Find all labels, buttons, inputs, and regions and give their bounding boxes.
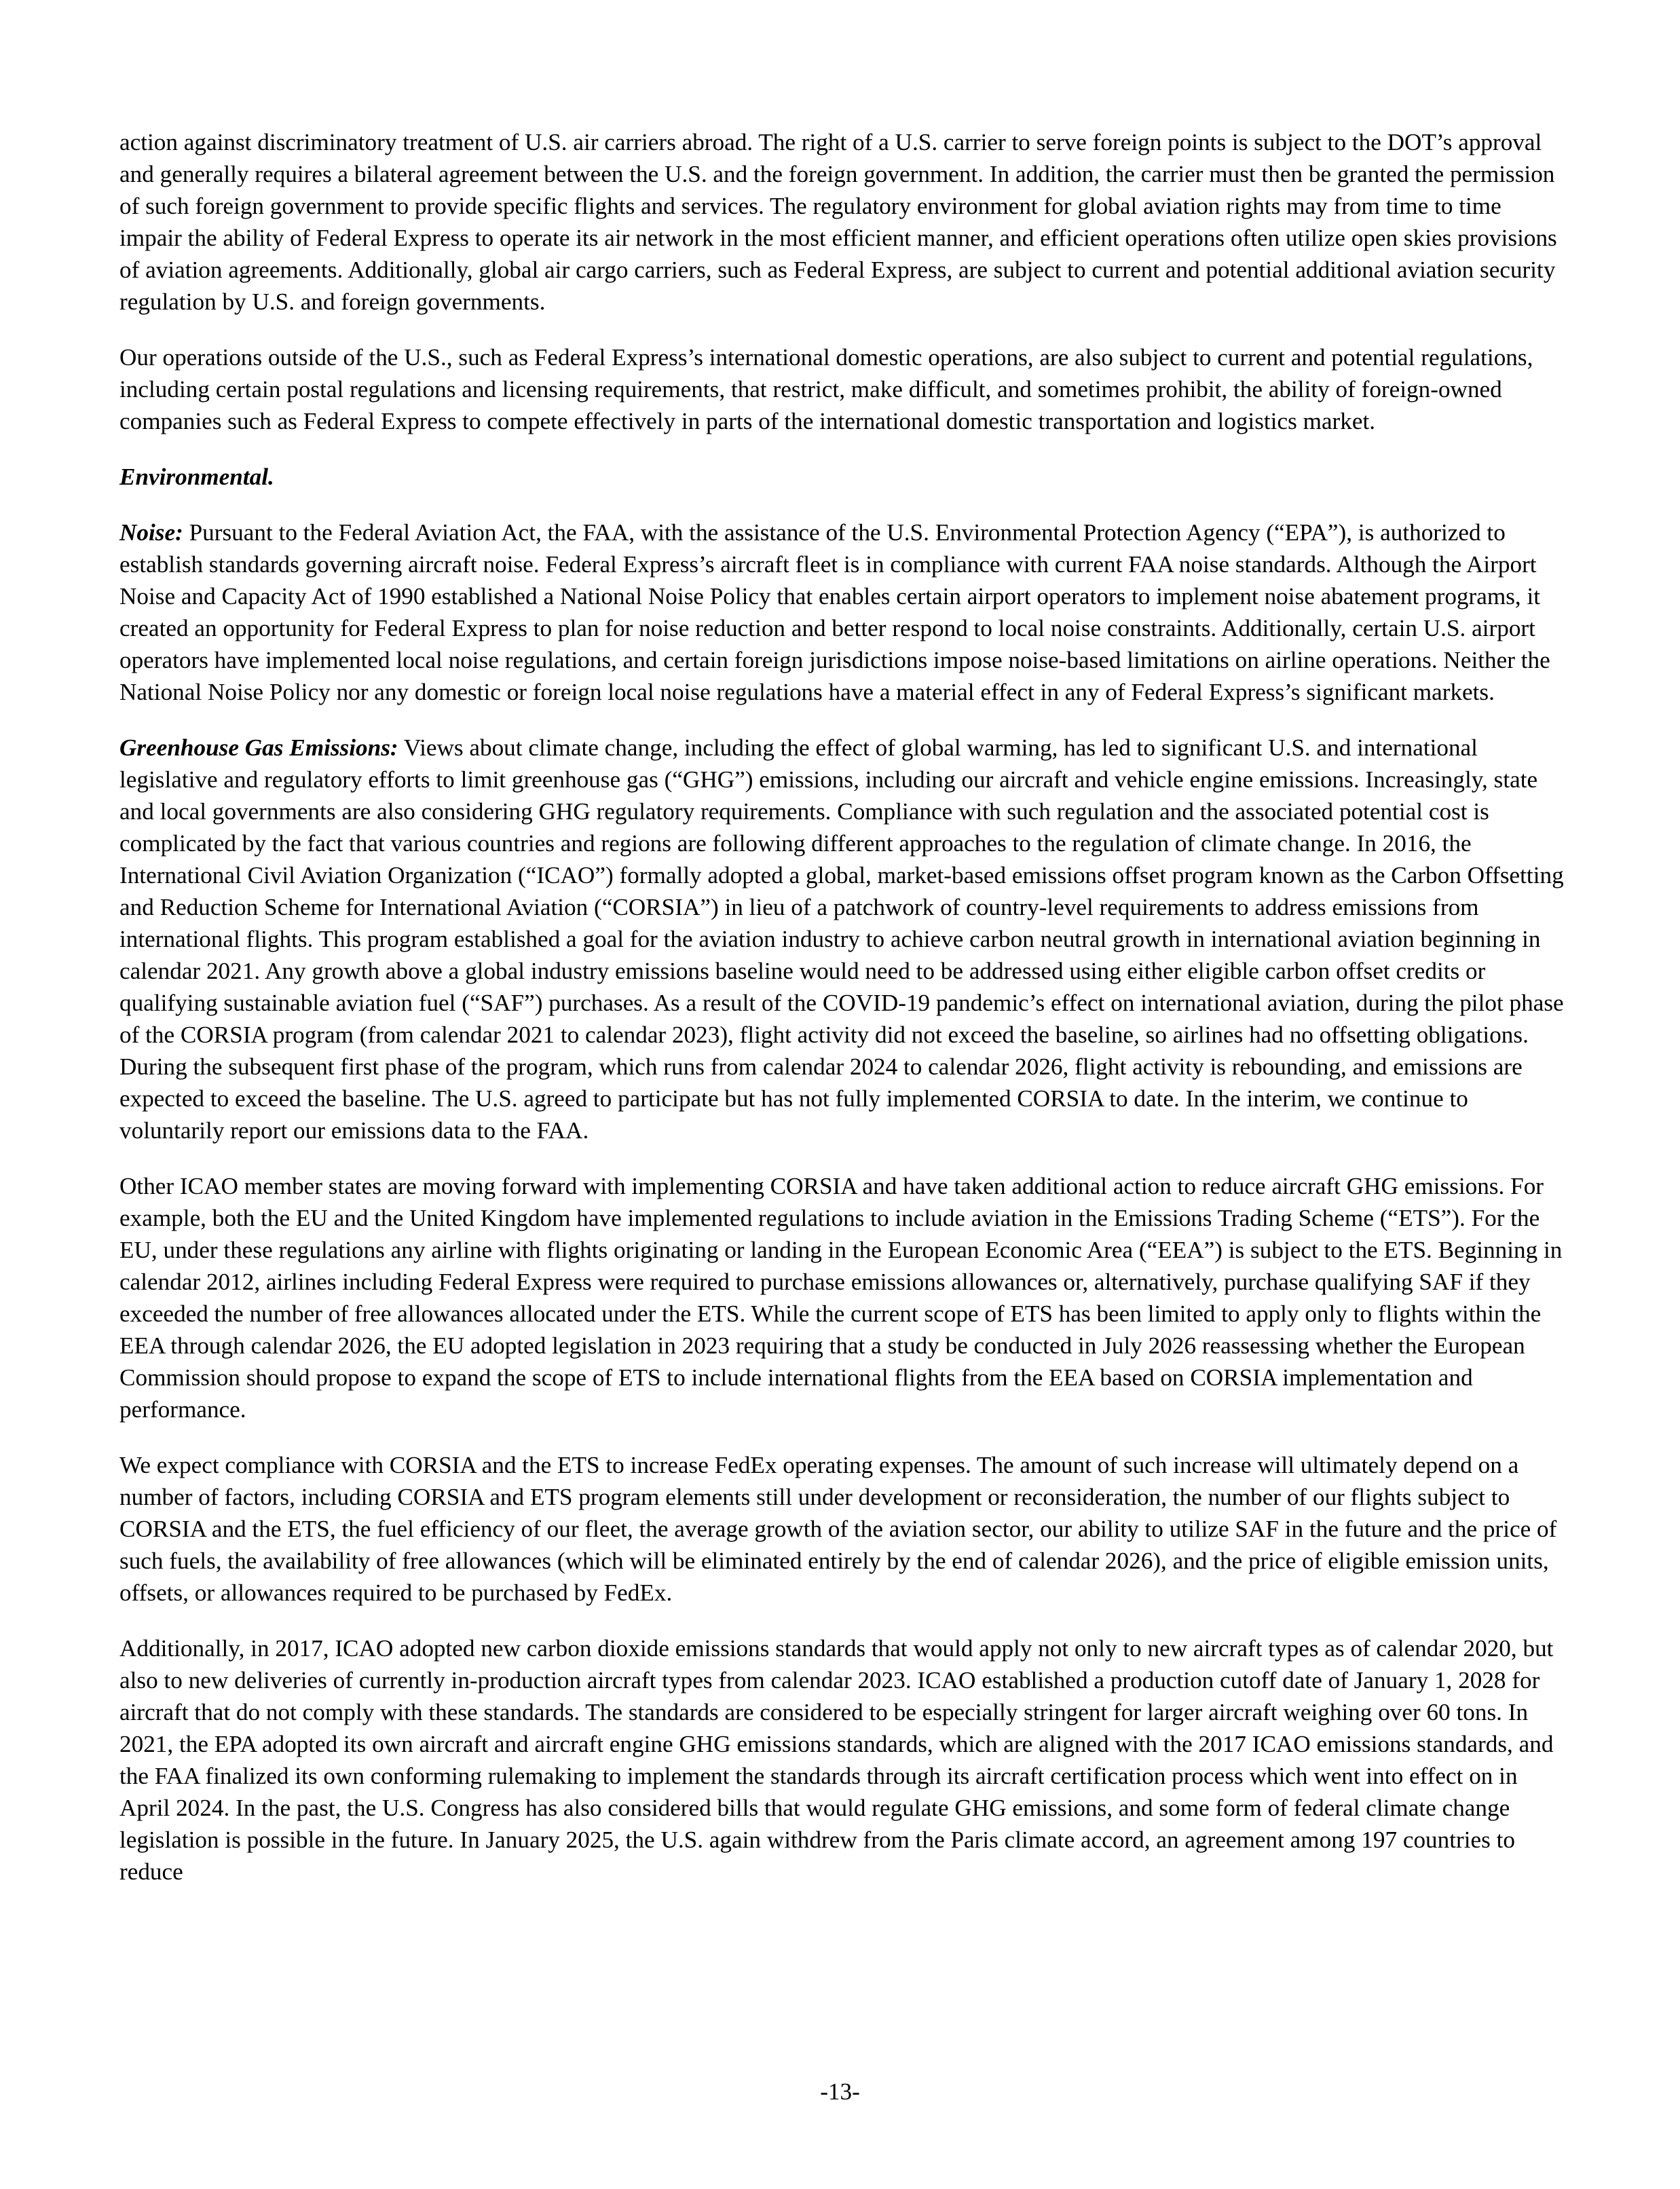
paragraph-aviation-rights: action against discriminatory treatment of U.S. air carriers abroad. The right of a U.S. carrier to serve foreign points is subject to the DOT’s approval and generally requires a bilateral agreement between the U.S. and the foreign government. In addition, the carrier must then be granted the permission of such foreign government to provide specific flights and services. The regulatory environment for global aviation rights may from time to time impair the ability of Federal Express to operate its air network in the most efficient manner, and efficient operations often utilize open skies provisions of aviation agreements. Additionally, global air cargo carriers, such as Federal Express, are subject to current and potential additional aviation security regulation by U.S. and foreign governments. [119,129,1557,315]
paragraph-noise [119,517,1565,708]
section-heading-environmental: Environmental. [119,464,274,490]
ghg-body: Views about climate change, including the effect of global warming, has led to significant U.S. and international legislative and regulatory efforts to limit greenhouse gas (“GHG”) emissions, including our aircraft and vehicle engine emissions. Increasingly, state and local governments are also considering GHG regulatory requirements. Compliance with such regulation and the associated potential cost is complicated by the fact that various countries and regions are following different approaches to the regulation of climate change. In 2016, the International Civil Aviation Organization (“ICAO”) formally adopted a global, market-based emissions offset program known as the Carbon Offsetting and Reduction Scheme for International Aviation (“CORSIA”) in lieu of a patchwork of country-level requirements to address emissions from international flights. This program established a goal for the aviation industry to achieve carbon neutral growth in international aviation beginning in calendar 2021. Any growth above a global industry emissions baseline would need to be addressed using either eligible carbon offset credits or qualifying sustainable aviation fuel (“SAF”) purchases. As a result of the COVID-19 pandemic’s effect on international aviation, during the pilot phase of the CORSIA program (from calendar 2021 to calendar 2023), flight activity did not exceed the baseline, so airlines had no offsetting obligations. During the subsequent first phase of the program, which runs from calendar 2024 to calendar 2026, flight activity is rebounding, and emissions are expected to exceed the baseline. The U.S. agreed to participate but has not fully implemented CORSIA to date. In the interim, we continue to voluntarily report our emissions data to the FAA. [119,734,1564,1144]
page-number: -13- [820,2078,860,2105]
paragraph-co2-standards: Additionally, in 2017, ICAO adopted new carbon dioxide emissions standards that would apply not only to new aircraft types as of calendar 2020, but also to new deliveries of currently in-production aircraft types from calendar 2023. ICAO established a production cutoff date of January 1, 2028 for aircraft that do not comply with these standards. The standards are considered to be especially stringent for larger aircraft weighing over 60 tons. In 2021, the EPA adopted its own aircraft and aircraft engine GHG emissions standards, which are aligned with the 2017 ICAO emissions standards, and the FAA finalized its own conforming rulemaking to implement the standards through its aircraft certification process which went into effect on in April 2024. In the past, the U.S. Congress has also considered bills that would regulate GHG emissions, and some form of federal climate change legislation is possible in the future. In January 2025, the U.S. again withdrew from the Paris climate accord, an agreement among 197 countries to reduce [119,1635,1554,1885]
noise-body: Pursuant to the Federal Aviation Act, the FAA, with the assistance of the U.S. Environmental Protection Agency (“EPA”), is authorized to establish standards governing aircraft noise. Federal Express’s aircraft fleet is in compliance with current FAA noise standards. Although the Airport Noise and Capacity Act of 1990 established a National Noise Policy that enables certain airport operators to implement noise abatement programs, it created an opportunity for Federal Express to plan for noise reduction and better respond to local noise constraints. Additionally, certain U.S. airport operators have implemented local noise regulations, and certain foreign jurisdictions impose noise-based limitations on airline operations. Neither the National Noise Policy nor any domestic or foreign local noise regulations have a material effect in any of Federal Express’s significant markets. [119,519,1550,705]
document-body [119,126,1565,1911]
paragraph-international-operations: Our operations outside of the U.S., such as Federal Express’s international domestic operations, are also subject to current and potential regulations, including certain postal regulations and licensing requirements, that restrict, make difficult, and sometimes prohibit, the ability of foreign-owned companies such as Federal Express to compete effectively in parts of the international domestic transportation and logistics market. [119,344,1533,434]
paragraph-icao-member-states: Other ICAO member states are moving forward with implementing CORSIA and have taken additional action to reduce aircraft GHG emissions. For example, both the EU and the United Kingdom have implemented regulations to include aviation in the Emissions Trading Scheme (“ETS”). For the EU, under these regulations any airline with flights originating or landing in the European Economic Area (“EEA”) is subject to the ETS. Beginning in calendar 2012, airlines including Federal Express were required to purchase emissions allowances or, alternatively, purchase qualifying SAF if they exceeded the number of free allowances allocated under the ETS. While the current scope of ETS has been limited to apply only to flights within the EEA through calendar 2026, the EU adopted legislation in 2023 requiring that a study be conducted in July 2026 reassessing whether the European Commission should propose to expand the scope of ETS to include international flights from the EEA based on CORSIA implementation and performance. [119,1173,1563,1423]
paragraph-greenhouse-gas [119,732,1565,1146]
paragraph-compliance-expectations: We expect compliance with CORSIA and the ETS to increase FedEx operating expenses. The amount of such increase will ultimately depend on a number of factors, including CORSIA and ETS program elements still under development or reconsideration, the number of our flights subject to CORSIA and the ETS, the fuel efficiency of our fleet, the average growth of the aviation sector, our ability to utilize SAF in the future and the price of such fuels, the availability of free allowances (which will be eliminated entirely by the end of calendar 2026), and the price of eligible emission units, offsets, or allowances required to be purchased by FedEx. [119,1452,1557,1606]
noise-lead: Noise: [119,519,183,546]
ghg-lead: Greenhouse Gas Emissions: [119,734,398,761]
